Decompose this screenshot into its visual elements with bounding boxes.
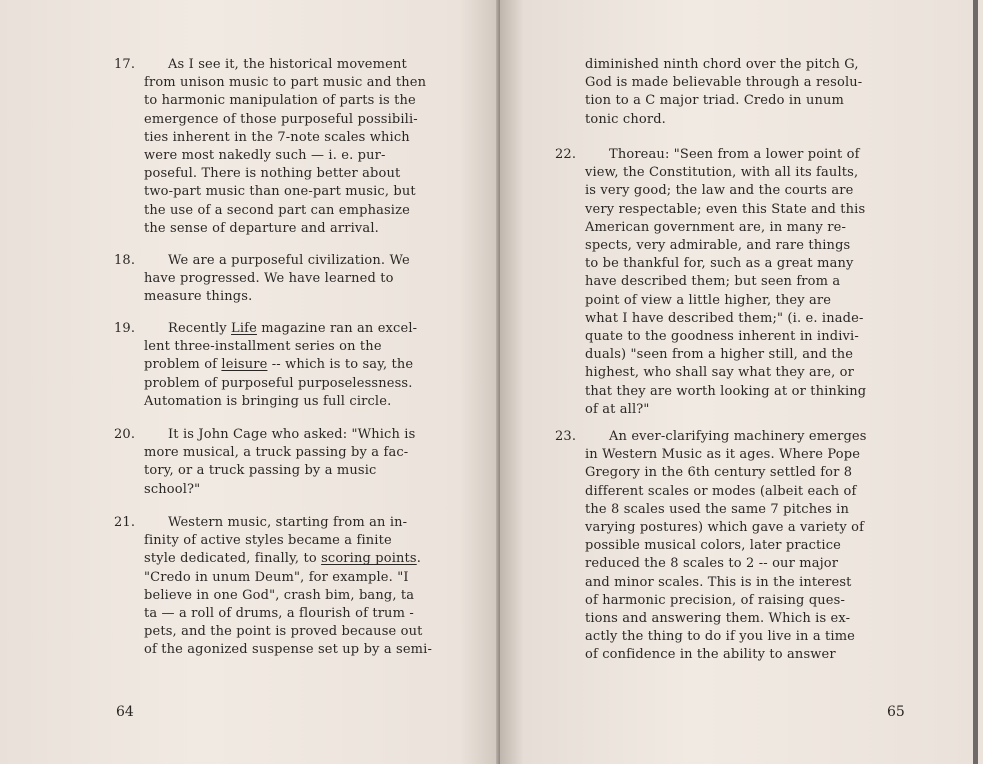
- entry-line: the use of a second part can emphasize: [144, 202, 410, 218]
- entry-line: the 8 scales used the same 7 pitches in: [585, 501, 850, 517]
- entry-line: ta — a roll of drums, a flourish of trum -: [144, 606, 414, 622]
- right-page: [500, 0, 978, 764]
- entry-21: [114, 514, 464, 660]
- entry-18: [114, 252, 464, 307]
- underlined-word: Life: [231, 321, 257, 336]
- entry-line: have described them; but seen from a: [585, 274, 841, 290]
- entry-line: An ever-clarifying machinery emerges: [609, 429, 867, 444]
- entry-line: Thoreau: "Seen from a lower point of: [609, 147, 860, 162]
- entry-line: have progressed. We have learned to: [144, 271, 394, 287]
- entry-line: different scales or modes (albeit each of: [585, 483, 857, 499]
- entry-17: [114, 56, 464, 238]
- entry-line: view, the Constitution, with all its faults,: [585, 165, 859, 181]
- entry-line: of confidence in the ability to answer: [585, 647, 836, 663]
- entry-line: more musical, a truck passing by a fac-: [144, 445, 409, 461]
- entry-line: two-part music than one-part music, but: [144, 184, 416, 200]
- entry-22: [555, 146, 950, 419]
- entry-line: ties inherent in the 7-note scales which: [144, 129, 410, 145]
- entry-line: of the agonized suspense set up by a semi-: [144, 642, 432, 658]
- entry-line: It is John Cage who asked: "Which is: [168, 427, 416, 442]
- entry-line: As I see it, the historical movement: [168, 57, 407, 72]
- entry-20: [114, 426, 464, 499]
- entry-19: [114, 320, 464, 411]
- entry-line: [114, 550, 464, 568]
- entry-line: American government are, in many re-: [585, 219, 847, 235]
- entry-line: We are a purposeful civilization. We: [168, 253, 410, 268]
- entry-line: tonic chord.: [585, 111, 666, 127]
- entry-line-text: style dedicated, finally, to scoring points.: [144, 551, 422, 567]
- entry-line: to harmonic manipulation of parts is the: [144, 93, 416, 109]
- entry-line: were most nakedly such — i. e. pur-: [144, 148, 386, 164]
- entry-line: that they are worth looking at or thinking: [585, 383, 867, 399]
- underlined-word: scoring points: [321, 551, 417, 567]
- entry-line: [114, 320, 464, 338]
- entry-number: 22.: [555, 147, 577, 162]
- entry-21-continuation: [585, 56, 945, 129]
- entry-number: 21.: [114, 515, 136, 530]
- entry-line: finity of active styles became a finite: [144, 533, 392, 549]
- entry-line: quate to the goodness inherent in indivi-: [585, 329, 859, 345]
- entry-line: Gregory in the 6th century settled for 8: [585, 465, 853, 481]
- entry-line: highest, who shall say what they are, or: [585, 365, 855, 381]
- entry-line-text: lent three-installment series on the: [144, 339, 382, 355]
- entry-line: and minor scales. This is in the interest: [585, 574, 852, 590]
- entry-line: of at all?": [585, 401, 650, 417]
- entry-line: tory, or a truck passing by a music: [144, 463, 377, 479]
- entry-number: 18.: [114, 253, 136, 268]
- entry-line: what I have described them;" (i. e. inade-: [585, 310, 864, 326]
- entry-line: Automation is bringing us full circle.: [144, 393, 392, 409]
- entry-number: 23.: [555, 429, 577, 444]
- entry-23: [555, 428, 950, 665]
- entry-line: measure things.: [144, 289, 253, 305]
- entry-line: actly the thing to do if you live in a time: [585, 629, 856, 645]
- entry-line: tions and answering them. Which is ex-: [585, 611, 851, 627]
- entry-line: pets, and the point is proved because out: [144, 624, 423, 640]
- entry-line-text: problem of leisure -- which is to say, the: [144, 357, 414, 373]
- entry-line: possible musical colors, later practice: [585, 538, 841, 554]
- entry-line: Western music, starting from an in-: [168, 515, 408, 530]
- entry-line: poseful. There is nothing better about: [144, 166, 401, 182]
- entry-line: reduced the 8 scales to 2 -- our major: [585, 556, 839, 572]
- entry-line: [114, 356, 464, 374]
- entry-line: very respectable; even this State and this: [585, 201, 866, 217]
- entry-line: problem of purposeful purposelessness.: [144, 375, 413, 391]
- entry-line: "Credo in unum Deum", for example. "I: [144, 569, 409, 585]
- page-number: 64: [116, 704, 134, 720]
- underlined-word: leisure: [221, 357, 268, 373]
- page-edge: [973, 0, 978, 764]
- entry-line: varying postures) which gave a variety of: [585, 520, 865, 536]
- entry-line: in Western Music as it ages. Where Pope: [585, 447, 861, 463]
- entry-line: believe in one God", crash bim, bang, ta: [144, 587, 415, 603]
- entry-line: school?": [144, 481, 201, 497]
- entry-number: 17.: [114, 57, 136, 72]
- page-number: 65: [887, 704, 905, 720]
- entry-line: spects, very admirable, and rare things: [585, 238, 851, 254]
- entry-line: duals) "seen from a higher still, and the: [585, 347, 854, 363]
- entry-line: of harmonic precision, of raising ques-: [585, 592, 846, 608]
- entry-line: to be thankful for, such as a great many: [585, 256, 854, 272]
- entry-line-text: Recently Life magazine ran an excel-: [168, 321, 418, 336]
- entry-line: [114, 338, 464, 356]
- entry-number: 20.: [114, 427, 136, 442]
- entry-line: emergence of those purposeful possibili-: [144, 111, 418, 127]
- entry-line: is very good; the law and the courts are: [585, 183, 854, 199]
- entry-line: the sense of departure and arrival.: [144, 220, 379, 236]
- entry-number: 19.: [114, 321, 136, 336]
- entry-line: diminished ninth chord over the pitch G,: [585, 57, 859, 72]
- entry-line: from unison music to part music and then: [144, 75, 427, 91]
- entry-line: God is made believable through a resolu-: [585, 75, 863, 91]
- entry-line: point of view a little higher, they are: [585, 292, 832, 308]
- entry-line: tion to a C major triad. Credo in unum: [585, 93, 845, 109]
